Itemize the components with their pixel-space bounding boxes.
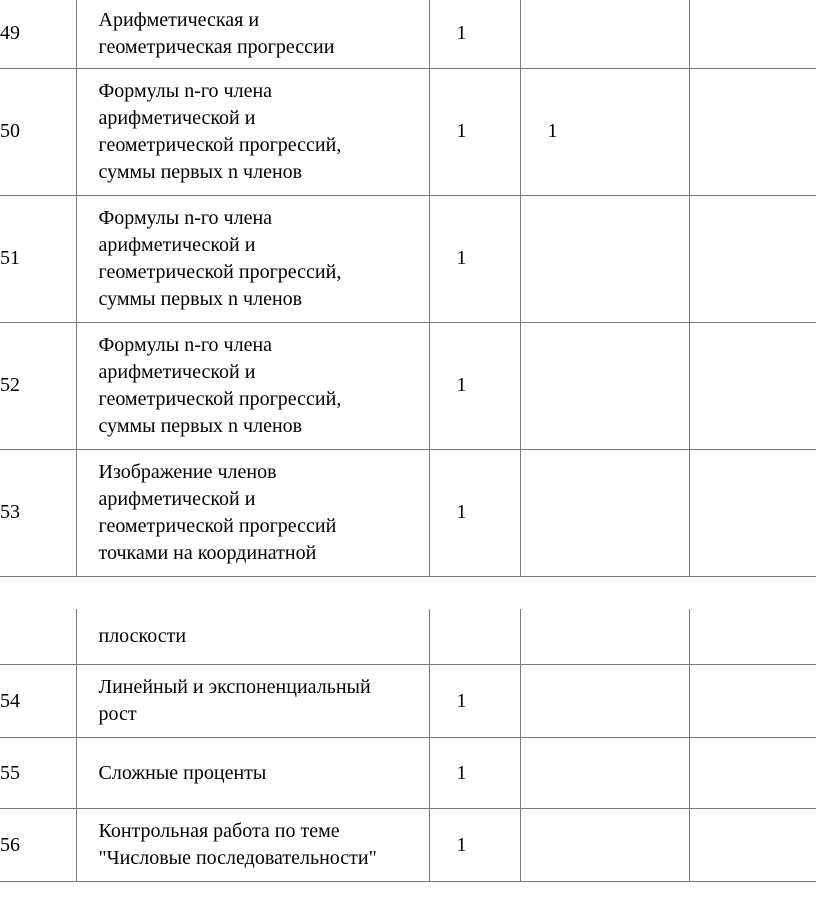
lesson-number: 55 bbox=[0, 738, 76, 809]
topic-line: Сложные проценты bbox=[98, 761, 267, 784]
topic-line: геометрической прогрессий, bbox=[98, 387, 342, 410]
topic-line: Формулы n-го члена bbox=[98, 206, 273, 229]
note-cell bbox=[689, 449, 816, 576]
topic-line: точками на координатной bbox=[98, 541, 317, 564]
note-cell bbox=[689, 68, 816, 195]
hours-control bbox=[520, 665, 689, 738]
topic-line: геометрическая прогрессии bbox=[98, 35, 335, 58]
lesson-number bbox=[0, 609, 76, 665]
topic-line: Контрольная работа по теме bbox=[98, 820, 340, 842]
topic-line: рост bbox=[98, 703, 137, 725]
topic-line: Формулы n-го члена bbox=[98, 333, 273, 356]
hours-total: 1 bbox=[429, 322, 520, 449]
hours-control bbox=[520, 449, 689, 576]
note-cell bbox=[689, 322, 816, 449]
lesson-topic bbox=[76, 738, 429, 809]
lesson-topic bbox=[76, 195, 429, 322]
lesson-topic bbox=[76, 0, 429, 68]
note-cell bbox=[689, 665, 816, 738]
table-row bbox=[0, 0, 816, 68]
topic-line: арифметической и bbox=[98, 233, 256, 256]
hours-control bbox=[520, 0, 689, 68]
table-row bbox=[0, 738, 816, 809]
table-row bbox=[0, 68, 816, 195]
topic-line: суммы первых n членов bbox=[98, 287, 303, 310]
topic-line: Изображение членов bbox=[98, 460, 277, 483]
hours-total: 1 bbox=[429, 195, 520, 322]
lesson-topic bbox=[76, 665, 429, 738]
topic-line: арифметической и bbox=[98, 360, 256, 383]
lesson-topic bbox=[76, 609, 429, 665]
lesson-number: 54 bbox=[0, 665, 76, 738]
hours-control bbox=[520, 195, 689, 322]
topic-line: Линейный и экспоненциальный bbox=[98, 676, 371, 698]
hours-total: 1 bbox=[429, 665, 520, 738]
hours-total bbox=[429, 609, 520, 665]
lesson-number: 50 bbox=[0, 68, 76, 195]
table-row bbox=[0, 809, 816, 882]
lesson-topic bbox=[76, 449, 429, 576]
lesson-table-bottom bbox=[0, 609, 816, 883]
note-cell bbox=[689, 0, 816, 68]
table-row bbox=[0, 322, 816, 449]
note-cell bbox=[689, 609, 816, 665]
hours-control bbox=[520, 609, 689, 665]
hours-control: 1 bbox=[520, 68, 689, 195]
topic-line: Арифметическая и bbox=[98, 8, 260, 31]
lesson-topic bbox=[76, 809, 429, 882]
lesson-topic bbox=[76, 322, 429, 449]
topic-line: геометрической прогрессий bbox=[98, 514, 337, 537]
note-cell bbox=[689, 809, 816, 882]
table-row bbox=[0, 665, 816, 738]
topic-line: арифметической и bbox=[98, 487, 256, 510]
hours-total: 1 bbox=[429, 738, 520, 809]
hours-control bbox=[520, 322, 689, 449]
topic-line: арифметической и bbox=[98, 106, 256, 129]
note-cell bbox=[689, 195, 816, 322]
table-row bbox=[0, 609, 816, 665]
topic-line: "Числовые последовательности" bbox=[98, 847, 377, 869]
lesson-number: 53 bbox=[0, 449, 76, 576]
lesson-number: 56 bbox=[0, 809, 76, 882]
note-cell bbox=[689, 738, 816, 809]
topic-line: геометрической прогрессий, bbox=[98, 260, 342, 283]
topic-line: плоскости bbox=[98, 624, 187, 647]
lesson-number: 51 bbox=[0, 195, 76, 322]
table-row bbox=[0, 195, 816, 322]
topic-line: суммы первых n членов bbox=[98, 160, 303, 183]
hours-total: 1 bbox=[429, 68, 520, 195]
topic-line: суммы первых n членов bbox=[98, 414, 303, 437]
table-row bbox=[0, 449, 816, 576]
hours-control bbox=[520, 809, 689, 882]
page-break-gap bbox=[0, 577, 816, 609]
topic-line: Формулы n-го члена bbox=[98, 79, 273, 102]
hours-total: 1 bbox=[429, 0, 520, 68]
lesson-topic bbox=[76, 68, 429, 195]
lesson-number: 52 bbox=[0, 322, 76, 449]
hours-total: 1 bbox=[429, 449, 520, 576]
lesson-number: 49 bbox=[0, 0, 76, 68]
hours-control bbox=[520, 738, 689, 809]
topic-line: геометрической прогрессий, bbox=[98, 133, 342, 156]
hours-total: 1 bbox=[429, 809, 520, 882]
